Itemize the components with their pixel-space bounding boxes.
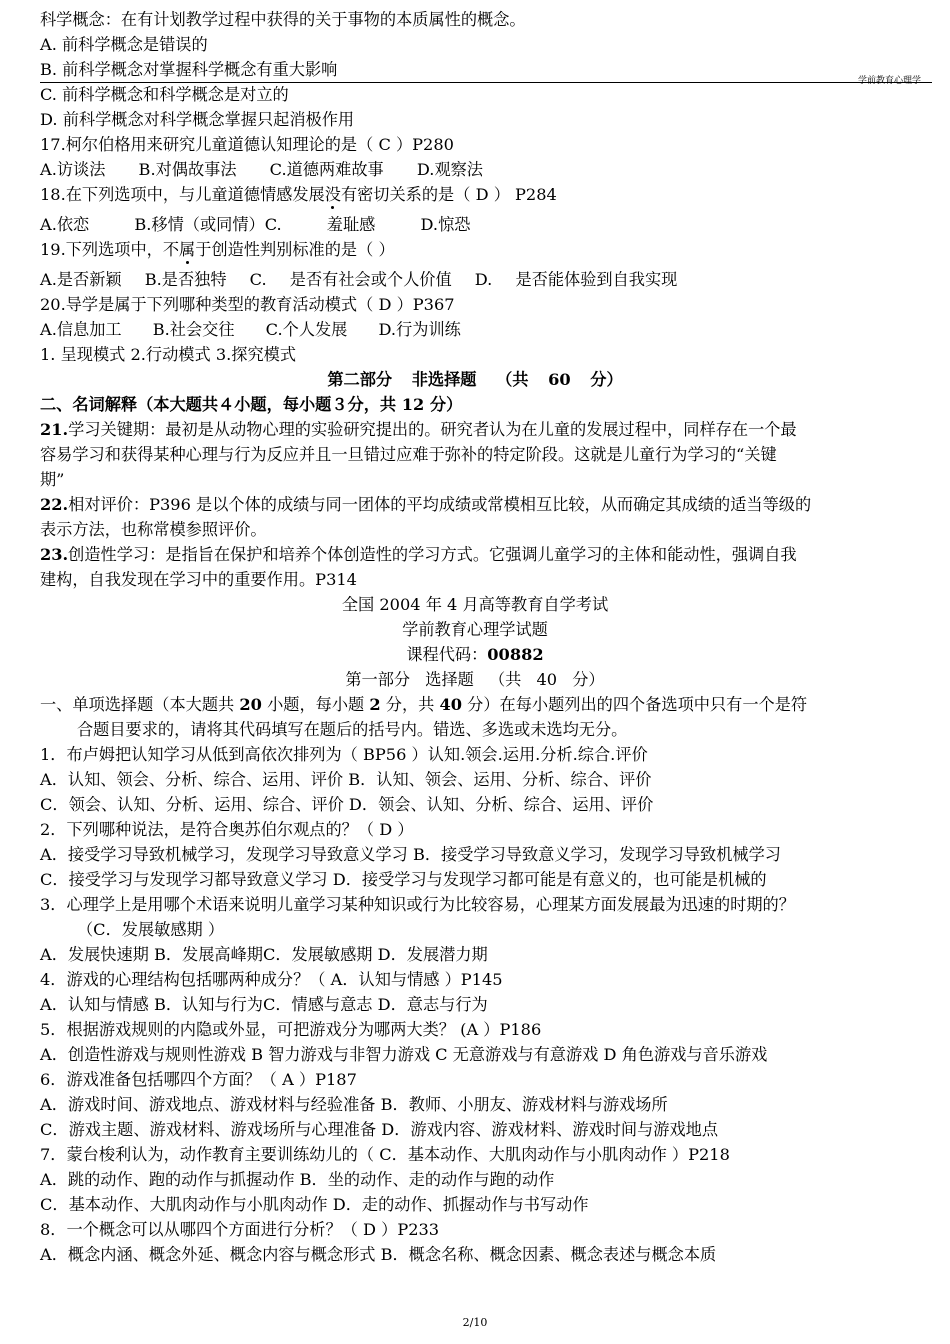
question-2: 2．下列哪种说法，是符合奥苏伯尔观点的？（ D ）	[40, 820, 414, 839]
options-19: A.是否新颖 B.是否独特 C. 是否有社会或个人价值 D. 是否能体验到自我实现	[40, 270, 678, 289]
options-17: A.访谈法 B.对偶故事法 C.道德两难故事 D.观察法	[40, 160, 483, 179]
question-4: 4．游戏的心理结构包括哪两种成分？（ A．认知与情感 ）P145	[40, 970, 503, 989]
options-6-cd: C．游戏主题、游戏材料、游戏场所与心理准备 D．游戏内容、游戏材料、游戏时间与游戏地点	[40, 1120, 719, 1139]
section-2-heading: 二、名词解释（本大题共４小题，每小题３分，共 12 分）	[40, 395, 463, 414]
section-1-heading	[40, 695, 807, 715]
term-23-line2: 建构，自我发现在学习中的重要作用。P314	[40, 570, 357, 589]
options-2-ab: A．接受学习导致机械学习，发现学习导致意义学习 B．接受学习导致意义学习，发现学习导致机械学习	[40, 845, 781, 864]
term-21	[40, 420, 797, 440]
sec1-post: 分）在每小题列出的四个备选项中只有一个是符	[462, 695, 808, 714]
question-6: 6．游戏准备包括哪四个方面？（ A ）P187	[40, 1070, 357, 1089]
term-21-number: 21.	[40, 420, 69, 439]
header-label: 学前教育心理学	[858, 76, 922, 86]
options-20: A.信息加工 B.社会交往 C.个人发展 D.行为训练	[40, 320, 461, 339]
option-line: B. 前科学概念对掌握科学概念有重大影响	[40, 60, 338, 79]
options-1-ab: A．认知、领会、分析、综合、运用、评价 B．认知、领会、运用、分析、综合、评价	[40, 770, 652, 789]
term-23	[40, 545, 797, 565]
course-code-value: 00882	[487, 645, 544, 664]
question-18: 18.在下列选项中，与儿童道德情感发展没有密切关系的是（ D ） P284	[40, 185, 557, 204]
sec1-count: 20	[239, 695, 262, 714]
text-line: 科学概念：在有计划教学过程中获得的关于事物的本质属性的概念。	[40, 10, 526, 29]
options-5: A．创造性游戏与规则性游戏 B 智力游戏与非智力游戏 C 无意游戏与有意游戏 D 角色游戏与音乐游戏	[40, 1045, 768, 1064]
options-3: A．发展快速期 B．发展高峰期C．发展敏感期 D．发展潜力期	[40, 945, 488, 964]
term-23-number: 23.	[40, 545, 69, 564]
question-3-answer: （C．发展敏感期 ）	[77, 920, 225, 939]
q19-pre: 19.下列选项中，	[40, 240, 163, 259]
question-8: 8．一个概念可以从哪四个方面进行分析？（ D ）P233	[40, 1220, 440, 1239]
part1-title: 第一部分 选择题 （共 40 分）	[345, 670, 605, 689]
question-1: 1．布卢姆把认知学习从低到高依次排列为（ BP56 ）认知.领会.运用.分析.综合.评价	[40, 745, 648, 764]
q18-emphasis: 没	[324, 185, 341, 204]
options-7-ab: A．跳的动作、跑的动作与抓握动作 B．坐的动作、走的动作与跑的动作	[40, 1170, 555, 1189]
term-22-number: 22.	[40, 495, 69, 514]
question-3: 3．心理学上是用哪个术语来说明儿童学习某种知识或行为比较容易，心理某方面发展最为迅速的时期的？	[40, 895, 795, 914]
option-line: A. 前科学概念是错误的	[40, 35, 208, 54]
option-line: C. 前科学概念和科学概念是对立的	[40, 85, 289, 104]
options-18: A.依恋 B.移情（或同情）C. 羞耻感 D.惊恐	[40, 215, 471, 234]
exam-subject: 学前教育心理学试题	[402, 620, 548, 639]
options-1-cd: C．领会、认知、分析、运用、综合、评价 D．领会、认知、分析、综合、运用、评价	[40, 795, 654, 814]
sec1-mid1: 小题，每小题	[261, 695, 370, 714]
term-22-line2: 表示方法，也称常模参照评价。	[40, 520, 267, 539]
question-17: 17.柯尔伯格用来研究儿童道德认知理论的是（ C ）P280	[40, 135, 454, 154]
option-line: D. 前科学概念对科学概念掌握只起消极作用	[40, 110, 355, 129]
term-22-text: 相对评价：P396 是以个体的成绩与同一团体的平均成绩或常模相互比较，从而确定其成绩的适当等级的	[68, 495, 812, 514]
header-rule	[40, 82, 932, 83]
options-4: A．认知与情感 B．认知与行为C．情感与意志 D．意志与行为	[40, 995, 488, 1014]
question-20: 20.导学是属于下列哪种类型的教育活动模式（ D ）P367	[40, 295, 455, 314]
term-21-line3: 期”	[40, 470, 65, 489]
q19-emphasis: 不属于	[162, 240, 212, 259]
exam-title: 全国 2004 年 4 月高等教育自学考试	[341, 595, 609, 614]
course-code	[0, 645, 950, 665]
q19-post: 创造性判别标准的是（ ）	[211, 240, 395, 259]
mode-list: 1. 呈现模式 2.行动模式 3.探究模式	[40, 345, 297, 364]
options-8-ab: A．概念内涵、概念外延、概念内容与概念形式 B．概念名称、概念因素、概念表述与概念本质	[40, 1245, 717, 1264]
question-5: 5．根据游戏规则的内隐或外显，可把游戏分为哪两大类？ (A ）P186	[40, 1020, 542, 1039]
term-21-line2: 容易学习和获得某种心理与行为反应并且一旦错过应难于弥补的特定阶段。这就是儿童行为学习的“关键	[40, 445, 777, 464]
sec1-pre: 一、单项选择题（本大题共	[40, 695, 240, 714]
sec1-each: 2	[369, 695, 381, 714]
question-19	[40, 240, 395, 260]
course-code-label: 课程代码：	[406, 645, 488, 664]
page-number: 2/10	[462, 1316, 488, 1329]
part2-title: 第二部分 非选择题 （共 60 分）	[327, 370, 623, 389]
sec1-total: 40	[439, 695, 463, 714]
options-2-cd: C．接受学习与发现学习都导致意义学习 D．接受学习与发现学习都可能是有意义的，也可能是机械的	[40, 870, 767, 889]
term-22	[40, 495, 811, 515]
term-21-text: 学习关键期：最初是从动物心理的实验研究提出的。研究者认为在儿童的发展过程中，同样存在一个最	[68, 420, 797, 439]
sec1-mid2: 分，共	[380, 695, 440, 714]
question-7: 7．蒙台梭利认为，动作教育主要训练幼儿的（ C．基本动作、大肌肉动作与小肌肉动作 ）P218	[40, 1145, 730, 1164]
term-23-text: 创造性学习：是指旨在保护和培养个体创造性的学习方式。它强调儿童学习的主体和能动性，强调自我	[68, 545, 797, 564]
options-7-cd: C．基本动作、大肌肉动作与小肌肉动作 D．走的动作、抓握动作与书写动作	[40, 1195, 589, 1214]
options-6-ab: A．游戏时间、游戏地点、游戏材料与经验准备 B．教师、小朋友、游戏材料与游戏场所	[40, 1095, 668, 1114]
section-1-instructions: 合题目要求的，请将其代码填写在题后的括号内。错选、多选或未选均无分。	[77, 720, 628, 739]
